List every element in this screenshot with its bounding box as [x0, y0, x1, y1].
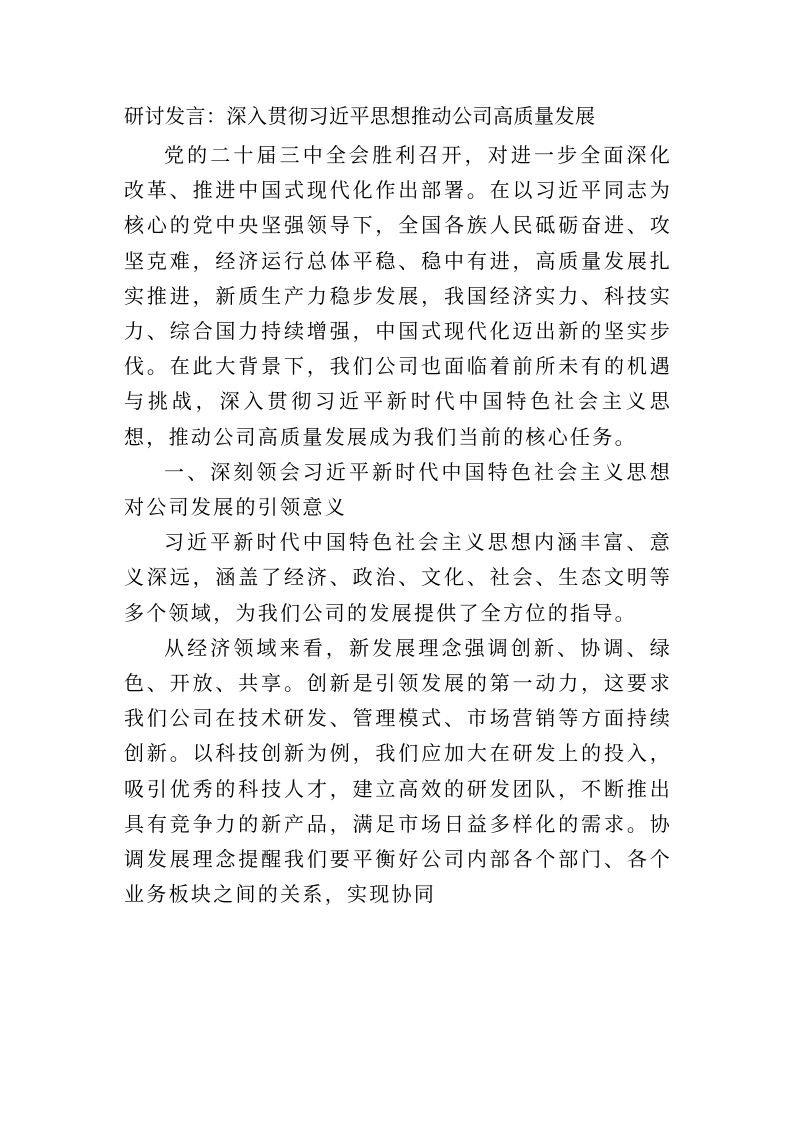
paragraph-economic: 从经济领域来看，新发展理念强调创新、协调、绿色、开放、共享。创新是引领发展的第一动力，这要求我们公司在技术研发、管理模式、市场营销等方面持续创新。以科技创新为例，我们应加大在研发上的投入，吸引优秀的科技人才，建立高效的研发团队，不断推出具有竞争力的新产品，满足市场日益多样化的需求。协调发展理念提醒我们要平衡好公司内部各个部门、各个业务板块之间的关系，实现协同 [124, 635, 672, 907]
paragraph-section-1: 习近平新时代中国特色社会主义思想内涵丰富、意义深远，涵盖了经济、政治、文化、社会、生态文明等多个领域，为我们公司的发展提供了全方位的指导。 [124, 530, 672, 625]
document-body [124, 138, 672, 912]
paragraph-intro: 党的二十届三中全会胜利召开，对进一步全面深化改革、推进中国式现代化作出部署。在以习近平同志为核心的党中央坚强领导下，全国各族人民砥砺奋进、攻坚克难，经济运行总体平稳、稳中有进，高质量发展扎实推进，新质生产力稳步发展，我国经济实力、科技实力、综合国力持续增强，中国式现代化迈出新的坚实步伐。在此大背景下，我们公司也面临着前所未有的机遇与挑战，深入贯彻习近平新时代中国特色社会主义思想，推动公司高质量发展成为我们当前的核心任务。 [124, 143, 672, 449]
document-title: 研讨发言：深入贯彻习近平思想推动公司高质量发展 [124, 104, 596, 128]
section-heading-1: 一、深刻领会习近平新时代中国特色社会主义思想对公司发展的引领意义 [124, 459, 672, 520]
